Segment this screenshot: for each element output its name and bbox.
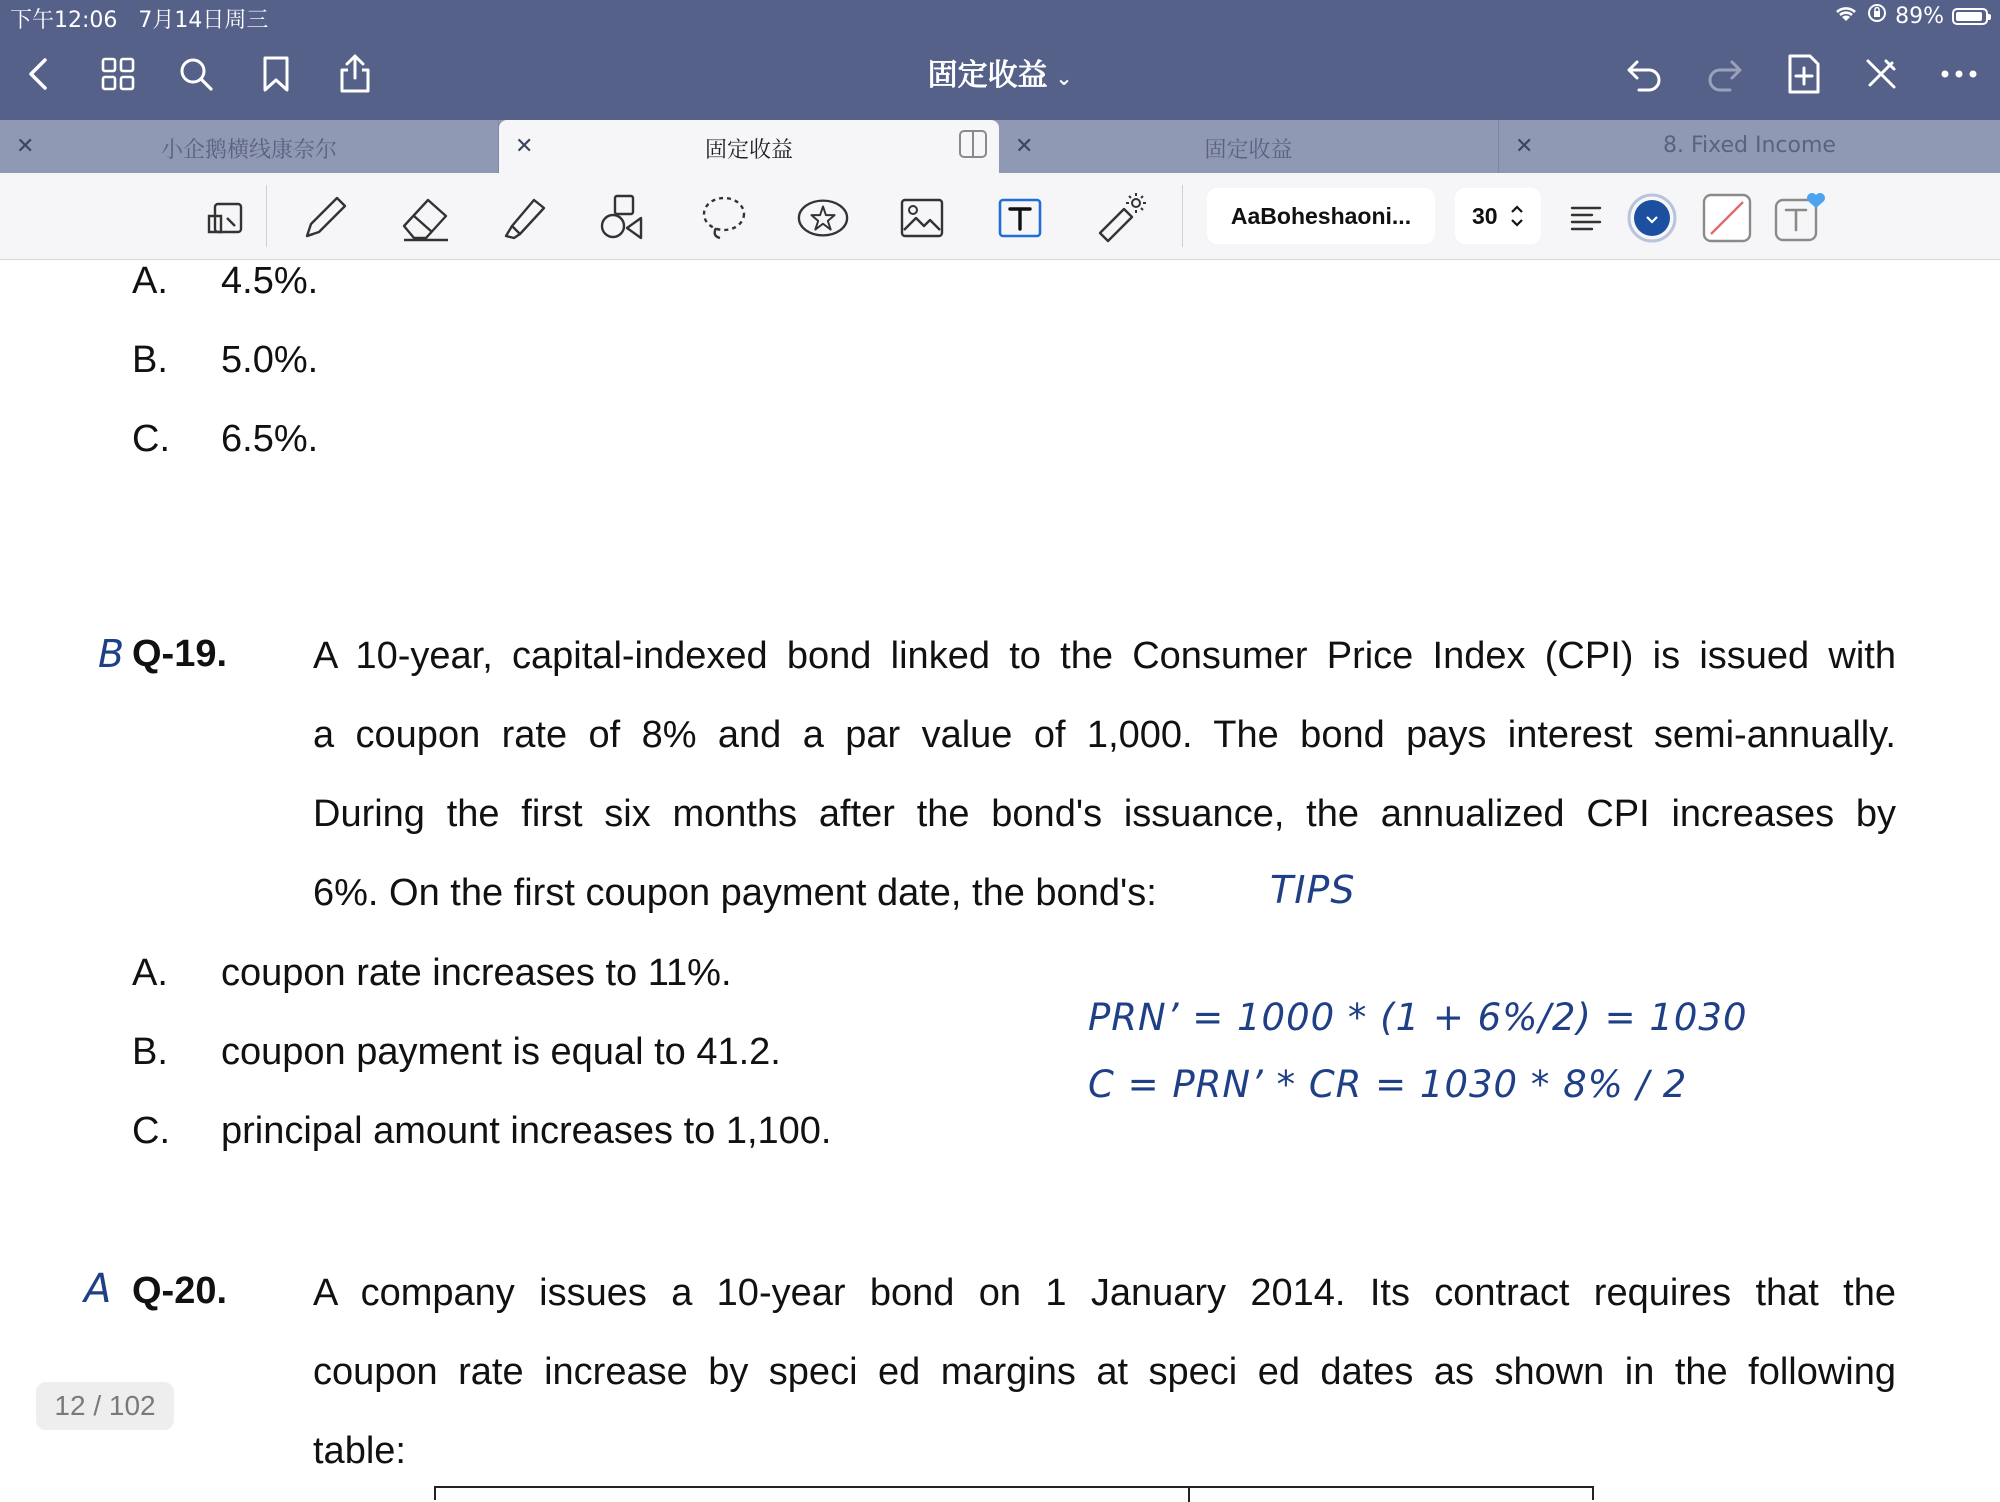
- option-letter: A.: [132, 260, 168, 302]
- text-style-button[interactable]: [1772, 191, 1826, 245]
- tab-4[interactable]: [1499, 120, 2000, 173]
- add-page-button[interactable]: [1776, 46, 1832, 102]
- question-line: a coupon rate of 8% and a par value of 1,000. The bond pays interest semi-annually.: [313, 714, 1896, 756]
- pen-mode-toggle-button[interactable]: [1853, 46, 1909, 102]
- handwritten-calc-line-1[interactable]: PRN’ = 1000 * (1 + 6%/2) = 1030: [1088, 996, 1748, 1039]
- handwritten-answer-mark: A: [84, 1266, 113, 1312]
- status-time: 下午12:06: [10, 8, 118, 33]
- font-size-value: 30: [1472, 203, 1498, 229]
- option-text: coupon rate increases to 11%.: [221, 952, 732, 994]
- orientation-lock-icon: [1867, 3, 1887, 29]
- question-stem: [313, 617, 1896, 933]
- sticker-icon: [796, 196, 850, 240]
- text-box-icon: [996, 196, 1044, 240]
- document-tabs: [0, 120, 2000, 173]
- tab-close-icon[interactable]: ✕: [515, 133, 534, 158]
- pen-off-icon: [1862, 55, 1900, 93]
- more-options-button[interactable]: [1931, 46, 1987, 102]
- redo-button[interactable]: [1696, 46, 1752, 102]
- option-text: 4.5%.: [221, 260, 319, 302]
- option-text: 6.5%.: [221, 418, 319, 460]
- handwritten-calc-line-2[interactable]: C = PRN’ * CR = 1030 * 8% / 2: [1088, 1063, 1688, 1106]
- status-indicators: [1833, 3, 1988, 29]
- shapes-tool[interactable]: [596, 191, 650, 245]
- tab-close-icon[interactable]: ✕: [1015, 133, 1034, 158]
- question-line: table:: [313, 1430, 406, 1472]
- option-letter: B.: [132, 1031, 168, 1073]
- tab-close-icon[interactable]: ✕: [16, 133, 35, 158]
- split-view-icon[interactable]: [959, 130, 987, 158]
- read-mode-tool[interactable]: [200, 191, 254, 245]
- laser-pointer-tool[interactable]: [1094, 191, 1148, 245]
- tab-1[interactable]: [0, 120, 499, 173]
- highlighter-icon: [498, 192, 550, 244]
- lasso-tool[interactable]: [697, 191, 751, 245]
- undo-icon: [1625, 56, 1665, 92]
- battery-icon: [1952, 8, 1988, 25]
- scan-pages-icon: [205, 198, 249, 238]
- fill-color-button[interactable]: [1700, 191, 1754, 245]
- question-label: Q-20.: [132, 1270, 228, 1312]
- option-text: coupon payment is equal to 41.2.: [221, 1031, 781, 1073]
- data-table-top-edge: [434, 1486, 1594, 1500]
- tab-3[interactable]: [999, 120, 1499, 173]
- tab-label: 固定收益: [704, 138, 793, 163]
- add-page-icon: [1786, 53, 1822, 95]
- question-line: During the first six months after the bond's issuance, the annualized CPI increases by: [313, 793, 1896, 835]
- wifi-icon: [1833, 3, 1859, 29]
- question-line: coupon rate increase by speci ed margins at speci ed dates as shown in the following: [313, 1351, 1896, 1393]
- option-text: principal amount increases to 1,100.: [221, 1110, 832, 1152]
- tab-close-icon[interactable]: ✕: [1515, 133, 1534, 158]
- page-indicator[interactable]: 12 / 102: [36, 1382, 174, 1430]
- sticker-tool[interactable]: [796, 191, 850, 245]
- highlighter-tool[interactable]: [497, 191, 551, 245]
- undo-button[interactable]: [1617, 46, 1673, 102]
- text-tool[interactable]: [993, 191, 1047, 245]
- lasso-icon: [698, 192, 750, 244]
- option-letter: C.: [132, 1110, 170, 1152]
- battery-percent: 89%: [1895, 3, 1944, 29]
- font-size-stepper[interactable]: [1455, 188, 1541, 244]
- laser-pointer-icon: [1094, 191, 1148, 245]
- status-date: 7月14日周三: [138, 8, 269, 33]
- text-align-button[interactable]: [1559, 191, 1613, 245]
- question-line: 6%. On the first coupon payment date, the bond's:: [313, 872, 1157, 914]
- handwritten-answer-mark: B: [98, 632, 126, 676]
- annotation-toolbar: [0, 173, 2000, 260]
- eraser-tool[interactable]: [398, 191, 452, 245]
- align-left-icon: [1568, 202, 1604, 234]
- option-letter: A.: [132, 952, 168, 994]
- question-line: A 10-year, capital-indexed bond linked to the Consumer Price Index (CPI) is issued with: [313, 635, 1896, 677]
- color-swatch-icon: [1626, 192, 1678, 244]
- chevron-down-icon: ⌄: [1055, 66, 1073, 90]
- redo-icon: [1704, 56, 1744, 92]
- question-stem: [313, 1254, 1896, 1491]
- no-fill-icon: [1701, 192, 1753, 244]
- tab-2-active[interactable]: [499, 120, 999, 173]
- image-tool[interactable]: [895, 191, 949, 245]
- question-label: Q-19.: [132, 633, 228, 675]
- more-icon: [1939, 68, 1979, 80]
- tab-label: 8. Fixed Income: [1663, 133, 1836, 158]
- tab-label: 小企鹅横线康奈尔: [160, 138, 337, 163]
- document-title: 固定收益: [927, 58, 1048, 93]
- pen-tool[interactable]: [298, 191, 352, 245]
- eraser-icon: [398, 192, 452, 244]
- top-bar: [0, 0, 2000, 120]
- document-page[interactable]: [0, 260, 2000, 1500]
- option-letter: B.: [132, 339, 168, 381]
- tab-label: 固定收益: [1204, 138, 1293, 163]
- text-style-icon: [1772, 192, 1826, 244]
- option-letter: C.: [132, 418, 170, 460]
- handwritten-note-tips[interactable]: TIPS: [1270, 868, 1356, 912]
- pen-icon: [299, 192, 351, 244]
- font-family-select[interactable]: AaBoheshaoni...: [1207, 188, 1435, 244]
- option-text: 5.0%.: [221, 339, 319, 381]
- text-color-button[interactable]: [1625, 191, 1679, 245]
- question-line: A company issues a 10-year bond on 1 January 2014. Its contract requires that the: [313, 1272, 1896, 1314]
- status-time-date: [10, 3, 268, 34]
- image-icon: [898, 196, 946, 240]
- shapes-icon: [597, 192, 649, 244]
